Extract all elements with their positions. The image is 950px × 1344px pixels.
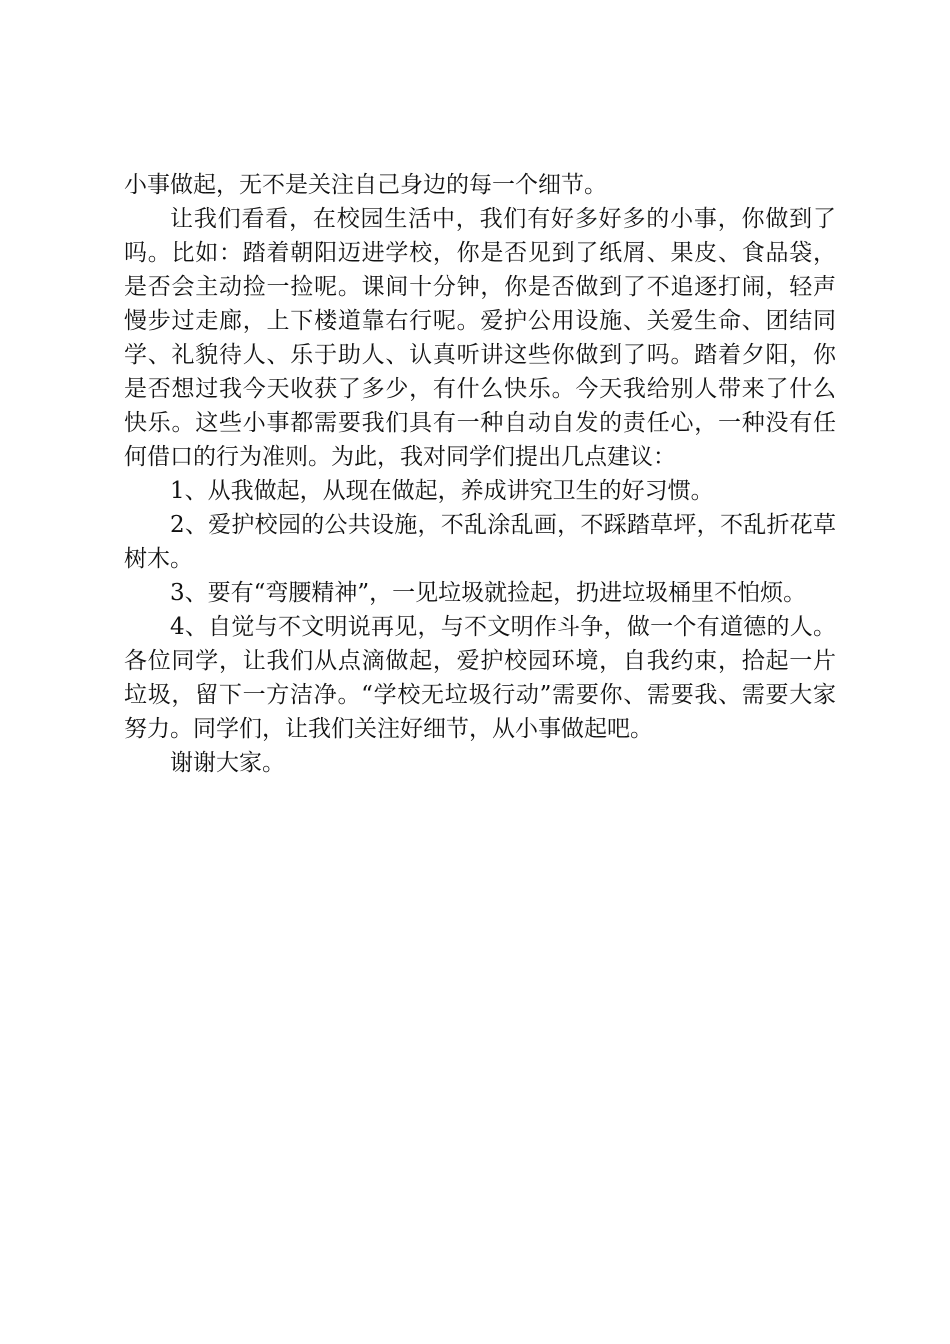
paragraph-continuation: 小事做起，无不是关注自己身边的每一个细节。 (124, 172, 607, 198)
suggestion-3: 3、要有“弯腰精神”，一见垃圾就捡起，扔进垃圾桶里不怕烦。 (170, 580, 807, 606)
suggestion-4: 4、自觉与不文明说再见，与不文明作斗争，做一个有道德的人。各位同学，让我们从点滴做起，爱护校园环境，自我约束，拾起一片垃圾，留下一方洁净。“学校无垃圾行动”需要你、需要我、需要大家努力。同学们，让我们关注好细节，从小事做起吧。 (124, 614, 836, 742)
suggestion-1: 1、从我做起，从现在做起，养成讲究卫生的好习惯。 (170, 478, 714, 504)
suggestion-2: 2、爱护校园的公共设施，不乱涂乱画，不踩踏草坪，不乱折花草树木。 (124, 512, 836, 572)
closing-thanks: 谢谢大家。 (170, 750, 285, 776)
document-body (124, 168, 836, 780)
paragraph-campus-life: 让我们看看，在校园生活中，我们有好多好多的小事，你做到了吗。比如：踏着朝阳迈进学校，你是否见到了纸屑、果皮、食品袋，是否会主动捡一捡呢。课间十分钟，你是否做到了不追逐打闹，轻声慢步过走廊，上下楼道靠右行呢。爱护公用设施、关爱生命、团结同学、礼貌待人、乐于助人、认真听讲这些你做到了吗。踏着夕阳，你是否想过我今天收获了多少，有什么快乐。今天我给别人带来了什么快乐。这些小事都需要我们具有一种自动自发的责任心，一种没有任何借口的行为准则。为此，我对同学们提出几点建议： (124, 206, 836, 470)
